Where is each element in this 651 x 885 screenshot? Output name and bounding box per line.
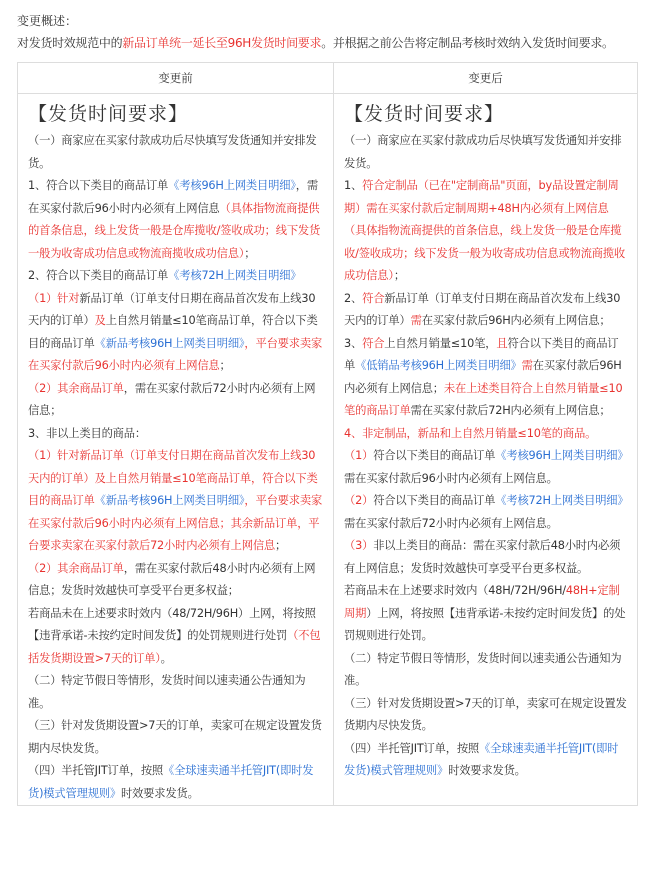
after-paragraph <box>344 490 629 535</box>
after-paragraph <box>344 333 629 423</box>
text-segment: （一）商家应在买家付款成功后尽快填写发货通知并安排发货。 <box>344 134 622 170</box>
text-segment: 上自然月销量≤10笔， <box>384 336 497 350</box>
after-paragraph <box>344 580 629 648</box>
after-paragraph <box>344 535 629 580</box>
text-segment: （三）针对发货期设置>7天的订单，卖家可在规定设置发货期内尽快发货。 <box>344 696 627 732</box>
text-segment: 。 <box>160 651 172 665</box>
after-paragraph <box>344 288 629 333</box>
text-segment: 且 <box>496 336 508 350</box>
text-segment: 若商品未在上述要求时效内（48H/72H/96H/ <box>344 584 566 597</box>
text-segment: 时效要求发货。 <box>120 786 199 800</box>
text-segment: 符合定制品（已在"定制商品"页面，by品设置定制周期）需在买家付款后定制周期+48H内必须有上网信息 <box>344 179 619 215</box>
text-segment: 2、符合以下类目的商品订单 <box>28 269 169 282</box>
table-header-row <box>18 63 638 94</box>
rule-link[interactable]: 《考核72H上网类目明细》 <box>168 269 302 282</box>
after-paragraph <box>344 130 629 175</box>
after-column <box>334 94 638 806</box>
text-segment: ； <box>219 359 231 372</box>
before-content <box>28 130 325 805</box>
text-segment: ； <box>244 246 256 260</box>
summary-text-after: 。并根据之前公告将定制品考核时效纳入发货时间要求。 <box>321 36 614 50</box>
text-segment: 需 <box>410 314 422 327</box>
before-paragraph <box>28 760 325 805</box>
text-segment: 48H+定制周期 <box>344 584 620 620</box>
text-segment: ； <box>393 269 405 282</box>
summary-text-highlight: 新品订单统一延长至96H发货时间要求 <box>122 36 322 50</box>
text-segment: 4、非定制品，新品和上自然月销量≤10笔的商品。 <box>344 426 597 440</box>
rule-link[interactable]: 《低销品考核96H上网类目明细》 <box>355 359 522 372</box>
text-segment: （不包括发货期设置>7天的订单） <box>28 629 321 665</box>
text-segment: 非以上类目的商品：需在买家付款后48小时内必须有上网信息；发货时效越快可享受平台更多权益。 <box>344 539 621 575</box>
text-segment: 符合以下类目的商品订单 <box>373 494 496 507</box>
text-segment: 需在买家付款后96小时内必须有上网信息。 <box>344 471 558 485</box>
text-segment: ，需在买家付款后72小时内必须有上网信息； <box>28 381 316 417</box>
rule-link[interactable]: 《考核96H上网类目明细》 <box>168 179 296 192</box>
rule-link[interactable]: 《新品考核96H上网类目明细》 <box>94 336 245 350</box>
before-paragraph <box>28 130 325 175</box>
text-segment: ，需在买家付款后96小时内必须有上网信息 <box>28 179 318 215</box>
text-segment: 1、 <box>344 179 363 192</box>
after-paragraph <box>344 693 629 738</box>
text-segment: 时效要求发货。 <box>448 764 526 777</box>
text-segment: 符合 <box>362 336 385 350</box>
header-after: 变更后 <box>334 63 638 94</box>
text-segment: ）上网，将按照【违背承诺-未按约定时间发货】的处罚规则进行处罚。 <box>344 606 626 642</box>
before-paragraph <box>28 670 325 715</box>
before-paragraph <box>28 265 325 288</box>
text-segment: （具体指物流商提供的首条信息，线上发货一般是仓库揽收/签收成功；线下发货一般为收寄成功信息或物流商揽收成功信息） <box>28 201 321 260</box>
text-segment: （三）针对发货期设置>7天的订单，卖家可在规定设置发货期内尽快发货。 <box>28 719 322 755</box>
text-segment: 若商品未在上述要求时效内（48/72H/96H）上网，将按照【违背承诺-未按约定时间发货】的处罚规则进行处罚 <box>28 606 316 642</box>
text-segment: ，平台要求卖家在买家付款后96小时内必须有上网信息 <box>28 336 323 372</box>
header-before: 变更前 <box>18 63 334 94</box>
text-segment: 符合以下类目的商品订单 <box>373 449 496 462</box>
text-segment: 及 <box>94 314 106 327</box>
text-segment: 需在买家付款后72H内必须有上网信息； <box>410 404 611 417</box>
text-segment: 新品订单（订单支付日期在商品首次发布上线30天内的订单） <box>344 291 621 327</box>
text-segment: （二）特定节假日等情形，发货时间以速卖通公告通知为准。 <box>344 651 622 687</box>
text-segment: 符合 <box>362 291 385 305</box>
text-segment: （1）针对 <box>28 291 80 305</box>
text-segment: （二）特定节假日等情形，发货时间以速卖通公告通知为准。 <box>28 674 306 710</box>
text-segment: （2）其余商品订单 <box>28 381 124 395</box>
before-paragraph <box>28 715 325 760</box>
text-segment: （四）半托管JIT订单，按照 <box>344 741 480 755</box>
before-paragraph <box>28 378 325 423</box>
text-segment: ，平台要求卖家在买家付款后96小时内必须有上网信息；其余新品订单，平台要求卖家在买家付款后72小时内必须有上网信息 <box>28 494 323 552</box>
rule-link[interactable]: 《新品考核96H上网类目明细》 <box>94 494 245 507</box>
before-paragraph <box>28 603 325 671</box>
after-paragraph <box>344 445 629 490</box>
after-section-title: 【发货时间要求】 <box>344 103 505 125</box>
before-paragraph <box>28 423 325 446</box>
before-column <box>18 94 334 806</box>
text-segment: 1、符合以下类目的商品订单 <box>28 179 169 192</box>
before-section-title: 【发货时间要求】 <box>28 103 189 125</box>
text-segment: 新品订单（订单支付日期在商品首次发布上线30天内的订单） <box>28 291 316 327</box>
text-segment: 3、 <box>344 336 363 350</box>
before-paragraph <box>28 445 325 558</box>
text-segment: 符合以下类目的商品订单 <box>344 336 619 372</box>
text-segment: 在买家付款后96H内必须有上网信息； <box>344 359 622 395</box>
before-paragraph <box>28 288 325 378</box>
comparison-table <box>17 62 638 806</box>
text-segment: 在买家付款后96H内必须有上网信息； <box>421 314 611 327</box>
after-paragraph <box>344 423 629 446</box>
text-segment: 3、非以上类目的商品： <box>28 426 146 440</box>
before-paragraph <box>28 175 325 265</box>
after-paragraph <box>344 175 629 288</box>
text-segment: 未在上述类目符合上自然月销量≤10笔的商品订单 <box>344 381 623 417</box>
text-segment: （具体指物流商提供的首条信息，线上发货一般是仓库揽收/签收成功；线下发货一般为收寄成功信息或物流商揽收成功信息） <box>344 224 626 282</box>
summary-text-before: 对发货时效规范中的 <box>17 36 123 50</box>
rule-link[interactable]: 《考核72H上网类目明细》 <box>495 494 629 507</box>
text-segment: （四）半托管JIT订单，按照 <box>28 764 164 777</box>
summary-label: 变更概述： <box>17 14 78 28</box>
text-segment: （2） <box>344 494 374 507</box>
after-paragraph <box>344 648 629 693</box>
text-segment: 2、 <box>344 291 363 305</box>
text-segment: ，需在买家付款后48小时内必须有上网信息；发货时效越快可享受平台更多权益； <box>28 561 316 597</box>
text-segment: 上自然月销量≤10笔商品订单，符合以下类目的商品订单 <box>28 314 318 350</box>
text-segment: 需在买家付款后72小时内必须有上网信息。 <box>344 516 558 530</box>
text-segment: （2）其余商品订单 <box>28 561 124 575</box>
text-segment: 需 <box>521 359 533 372</box>
text-segment: ； <box>275 539 287 552</box>
text-segment: （一）商家应在买家付款成功后尽快填写发货通知并安排发货。 <box>28 134 317 170</box>
text-segment: （1） <box>344 449 374 462</box>
summary-text <box>17 34 637 52</box>
text-segment: （1）针对新品订单（订单支付日期在商品首次发布上线30天内的订单）及上自然月销量≤10笔商品订单，符合以下类目的商品订单 <box>28 449 318 507</box>
before-paragraph <box>28 558 325 603</box>
text-segment: （3） <box>344 539 374 552</box>
rule-link[interactable]: 《全球速卖通半托管JIT(即时发货)模式管理规则》 <box>28 764 314 800</box>
after-content <box>344 130 629 783</box>
rule-link[interactable]: 《考核96H上网类目明细》 <box>495 449 629 462</box>
after-paragraph <box>344 738 629 783</box>
table-body-row <box>18 94 638 806</box>
rule-link[interactable]: 《全球速卖通半托管JIT(即时发货)模式管理规则》 <box>344 741 619 777</box>
